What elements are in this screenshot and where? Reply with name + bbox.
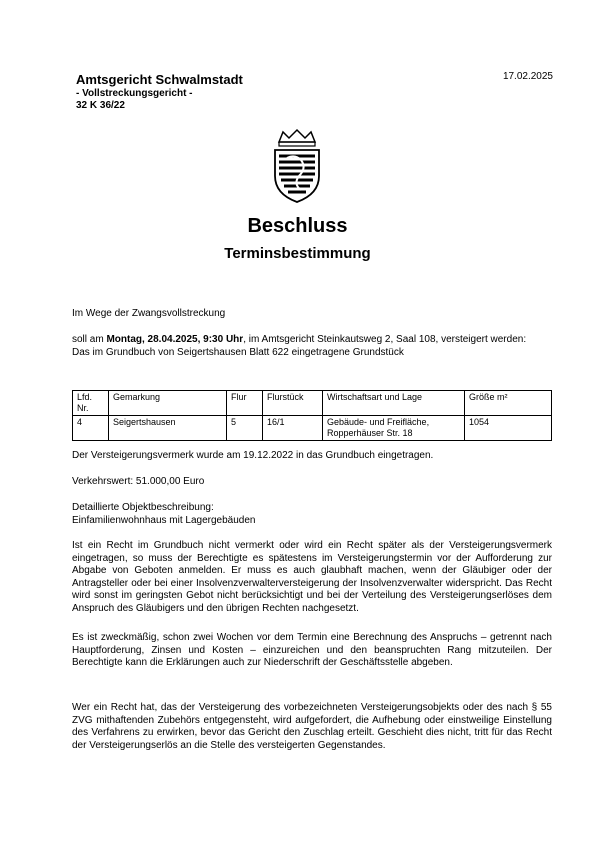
property-table (72, 390, 552, 441)
intro-text: Im Wege der Zwangsvollstreckung (72, 308, 226, 319)
column-header: Größe m² (465, 391, 552, 416)
objection-paragraph: Wer ein Recht hat, das der Versteigerung des vorbezeichneten Versteigerungsobjekts oder des nach § 55 ZVG mithaftenden Zubehörs entgegensteht, wird aufgefordert, die Aufhebung oder einstweilige Einstellung des Verfahrens zu erwirken, bevor das Gericht den Zuschlag erteilt. Geschieht dies nicht, tritt für das Recht der Versteigerungserlös an die Stelle des versteigerten Gegenstandes. (72, 702, 552, 751)
auction-suffix: , im Amtsgericht Steinkautsweg 2, Saal 108, versteigert werden: (243, 334, 527, 345)
rights-paragraph: Ist ein Recht im Grundbuch nicht vermerkt oder wird ein Recht später als der Versteigerungsvermerk eingetragen, so muss der Berechtigte es spätestens im Versteigerungstermin vor der Aufforderung zur Abgabe von Geboten anmelden. Er muss es auch glaubhaft machen, wenn der Gläubiger oder der Antragsteller oder bei einer Insolvenzverwalterversteigerung der Insolvenzverwalter widerspricht. Das Recht wird sonst im geringsten Gebot nicht berücksichtigt und bei der Verteilung des Versteigerungserlöses dem Anspruch des Gläubigers und den übrigen Rechten nachgesetzt. (72, 540, 552, 614)
document-title: Beschluss (247, 215, 348, 237)
table-cell: Gebäude- und Freifläche, Ropperhäuser Str. 18 (323, 416, 465, 441)
table-cell: 4 (73, 416, 109, 441)
property-line: Das im Grundbuch von Seigertshausen Blatt 622 eingetragene Grundstück (72, 346, 404, 358)
column-header: Lfd. Nr. (73, 391, 109, 416)
description-value: Einfamilienwohnhaus mit Lagergebäuden (72, 515, 256, 526)
column-header: Flur (227, 391, 263, 416)
column-header: Wirtschaftsart und Lage (323, 391, 465, 416)
table-cell: 16/1 (263, 416, 323, 441)
document-date: 17.02.2025 (502, 71, 553, 82)
document-subtitle: Terminsbestimmung (224, 245, 371, 262)
column-header: Gemarkung (109, 391, 227, 416)
table-cell: 5 (227, 416, 263, 441)
auction-statement (72, 334, 552, 359)
table-header-row (73, 391, 552, 416)
market-value: Verkehrswert: 51.000,00 Euro (72, 476, 205, 487)
registration-note: Der Versteigerungsvermerk wurde am 19.12.2022 in das Grundbuch eingetragen. (72, 450, 434, 461)
hesse-coat-of-arms-icon (265, 128, 329, 204)
calculation-paragraph: Es ist zweckmäßig, schon zwei Wochen vor dem Termin eine Berechnung des Anspruchs – getrennt nach Hauptforderung, Zinsen und Kosten – einzureichen und den beanspruchten Rang mitzuteilen. Der Berechtigte kann die Erklärungen auch zur Niederschrift der Geschäftsstelle abgeben. (72, 632, 552, 668)
auction-datetime: Montag, 28.04.2025, 9:30 Uhr (106, 334, 244, 345)
table-cell: Seigertshausen (109, 416, 227, 441)
table-row (73, 416, 552, 441)
auction-prefix: soll am (72, 334, 107, 345)
court-department: - Vollstreckungsgericht - (76, 88, 193, 99)
file-number: 32 K 36/22 (76, 100, 125, 111)
column-header: Flurstück (263, 391, 323, 416)
description-label: Detaillierte Objektbeschreibung: (72, 502, 214, 513)
court-name: Amtsgericht Schwalmstadt (76, 72, 243, 87)
table-cell: 1054 (465, 416, 552, 441)
